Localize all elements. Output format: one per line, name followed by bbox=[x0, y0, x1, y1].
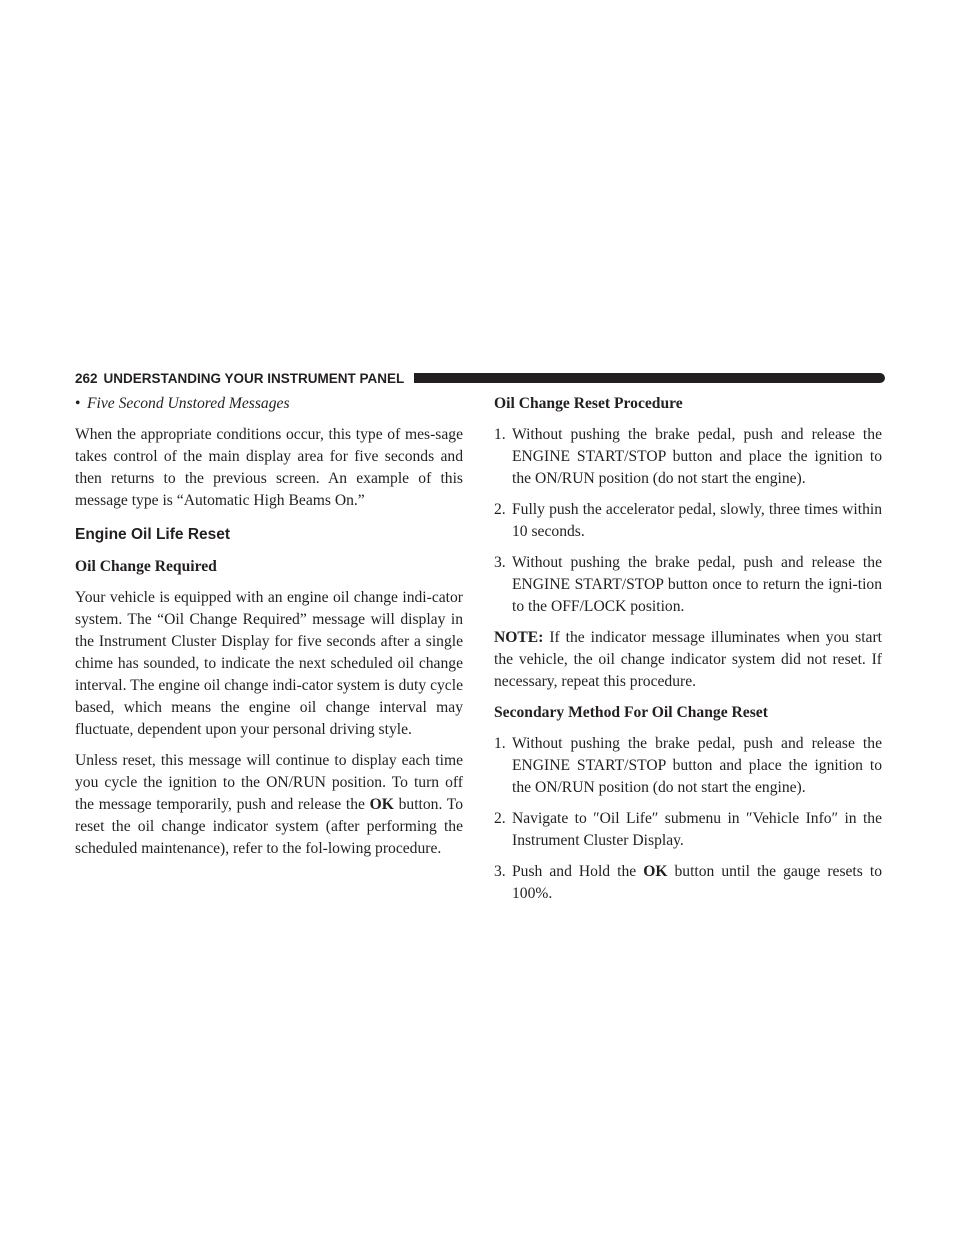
bullet-text: Five Second Unstored Messages bbox=[87, 395, 290, 412]
header-rule bbox=[414, 373, 885, 383]
page-number: 262 bbox=[75, 370, 98, 386]
step-number: 3. bbox=[494, 863, 506, 880]
section-heading: Engine Oil Life Reset bbox=[75, 526, 231, 543]
secondary-method-steps bbox=[494, 733, 882, 905]
subheading: Oil Change Reset Procedure bbox=[494, 395, 683, 412]
step-item bbox=[494, 861, 882, 905]
paragraph bbox=[75, 750, 463, 860]
ok-keyword: OK bbox=[643, 863, 668, 880]
note-text: If the indicator message illuminates when you start the vehicle, the oil change indicator system did not reset. If necessary, repeat this procedure. bbox=[494, 629, 882, 690]
section-title: UNDERSTANDING YOUR INSTRUMENT PANEL bbox=[103, 370, 405, 386]
step-item bbox=[494, 424, 882, 490]
step-item bbox=[494, 808, 882, 852]
bullet-icon: • bbox=[75, 395, 81, 412]
note-label: NOTE: bbox=[494, 629, 544, 646]
page-header bbox=[75, 367, 885, 389]
step-text: button until the gauge resets to 100%. bbox=[512, 863, 882, 902]
step-number: 1. bbox=[494, 735, 506, 752]
ok-keyword: OK bbox=[369, 796, 394, 813]
step-number: 2. bbox=[494, 810, 506, 827]
step-text: Fully push the accelerator pedal, slowly, three times within 10 seconds. bbox=[512, 501, 882, 540]
step-item bbox=[494, 499, 882, 543]
step-text: Navigate to ″Oil Life″ submenu in ″Vehicle Info″ in the Instrument Cluster Display. bbox=[512, 810, 882, 849]
note bbox=[494, 627, 882, 693]
reset-procedure-steps bbox=[494, 424, 882, 618]
bullet-item bbox=[75, 393, 463, 415]
step-number: 1. bbox=[494, 426, 506, 443]
right-column bbox=[494, 393, 882, 914]
step-text: Without pushing the brake pedal, push and release the ENGINE START/STOP button once to return the igni-tion to the OFF/LOCK position. bbox=[512, 554, 882, 615]
paragraph: When the appropriate conditions occur, this type of mes-sage takes control of the main display area for five seconds and then returns to the previous screen. An example of this message type is “Automatic High Beams On.” bbox=[75, 426, 463, 509]
subheading: Secondary Method For Oil Change Reset bbox=[494, 704, 768, 721]
step-text: Push and Hold the bbox=[512, 863, 637, 880]
paragraph-text: Unless reset, this message will continue to display each time you cycle the ignition to the ON/RUN position. To turn off the message temporarily, push and release the bbox=[75, 752, 463, 813]
step-item bbox=[494, 552, 882, 618]
step-item bbox=[494, 733, 882, 799]
step-number: 3. bbox=[494, 554, 506, 571]
paragraph-text: button. To reset the oil change indicator system (after performing the scheduled maintenance), refer to the fol-lowing procedure. bbox=[75, 796, 464, 857]
subheading: Oil Change Required bbox=[75, 558, 217, 575]
step-number: 2. bbox=[494, 501, 506, 518]
step-text: Without pushing the brake pedal, push and release the ENGINE START/STOP button and place the ignition to the ON/RUN position (do not start the engine). bbox=[512, 426, 882, 487]
step-text: Without pushing the brake pedal, push and release the ENGINE START/STOP button and place the ignition to the ON/RUN position (do not start the engine). bbox=[512, 735, 882, 796]
paragraph: Your vehicle is equipped with an engine oil change indi-cator system. The “Oil Change Required” message will display in the Instrument Cluster Display for five seconds after a single chime has sounded, to indicate the next scheduled oil change interval. The engine oil change indi-cator system is duty cycle based, which means the engine oil change interval may fluctuate, dependent upon your personal driving style. bbox=[75, 589, 463, 738]
left-column bbox=[75, 393, 463, 869]
